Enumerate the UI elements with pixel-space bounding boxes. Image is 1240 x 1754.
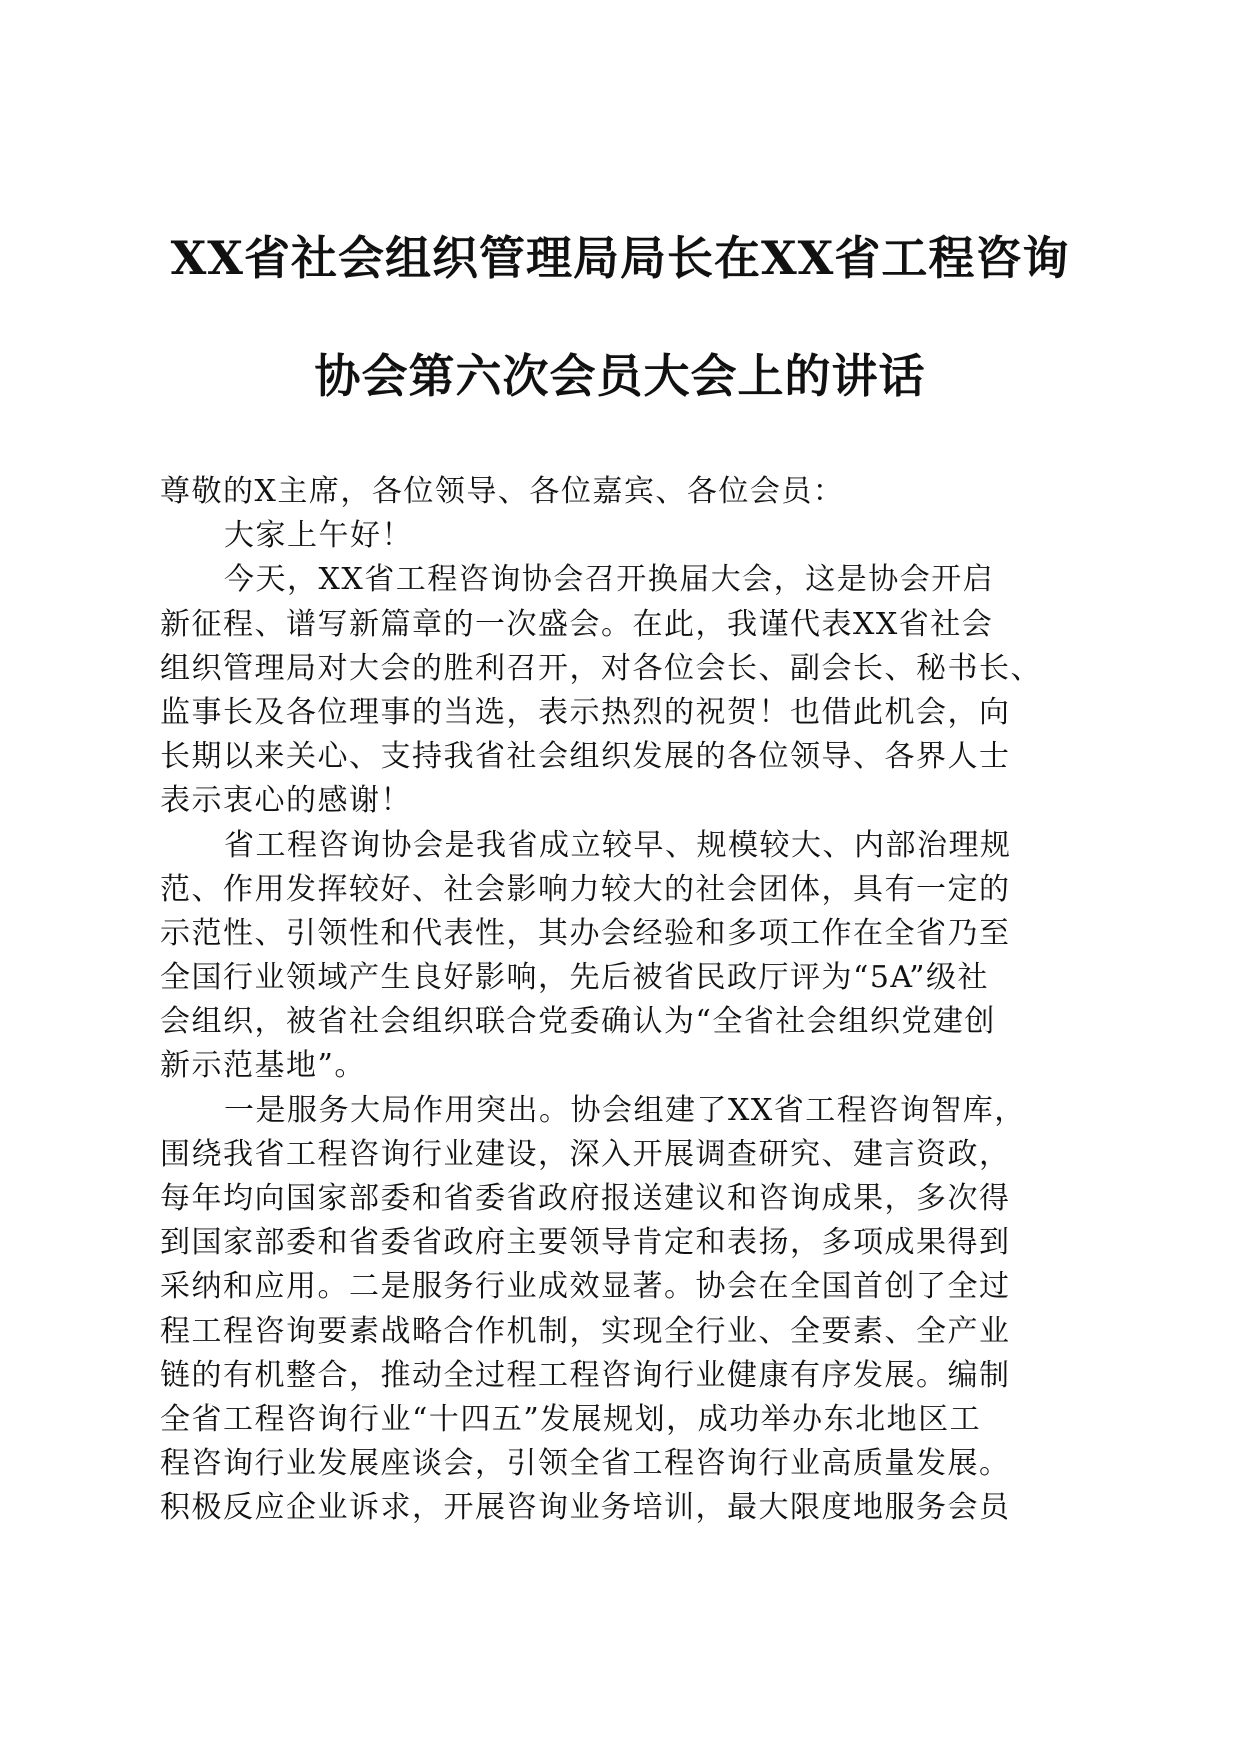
paragraph-line: 新征程、谱写新篇章的一次盛会。在此，我谨代表XX省社会	[160, 606, 994, 642]
paragraph-line: 到国家部委和省委省政府主要领导肯定和表扬，多项成果得到	[160, 1225, 1011, 1261]
salutation: 尊敬的X主席，各位领导、各位嘉宾、各位会员：	[160, 474, 845, 509]
paragraph-line: 一是服务大局作用突出。协会组建了XX省工程咨询智库，	[224, 1092, 1026, 1128]
paragraph-line: 示范性、引领性和代表性，其办会经验和多项工作在全省乃至	[160, 915, 1011, 951]
paragraph-line: 监事长及各位理事的当选，表示热烈的祝贺！也借此机会，向	[160, 694, 1011, 730]
paragraph-line: 积极反应企业诉求，开展咨询业务培训，最大限度地服务会员	[160, 1490, 1011, 1526]
paragraph-line: 程咨询行业发展座谈会，引领全省工程咨询行业高质量发展。	[160, 1446, 1011, 1482]
paragraph-line: 省工程咨询协会是我省成立较早、规模较大、内部治理规	[224, 827, 1012, 863]
paragraph-line: 范、作用发挥较好、社会影响力较大的社会团体，具有一定的	[160, 871, 1011, 907]
paragraph-line: 表示衷心的感谢！	[160, 783, 412, 819]
paragraph-line: 全省工程咨询行业“十四五”发展规划，成功举办东北地区工	[160, 1401, 982, 1437]
paragraph-line: 采纳和应用。二是服务行业成效显著。协会在全国首创了全过	[160, 1269, 1011, 1305]
greeting: 大家上午好！	[224, 518, 413, 554]
paragraph-line: 会组织，被省社会组织联合党委确认为“全省社会组织党建创	[160, 1004, 996, 1040]
paragraph-line: 围绕我省工程咨询行业建设，深入开展调查研究、建言资政，	[160, 1136, 1011, 1172]
paragraph-line: 每年均向国家部委和省委省政府报送建议和咨询成果，多次得	[160, 1181, 1011, 1216]
paragraph-line: 长期以来关心、支持我省社会组织发展的各位领导、各界人士	[160, 739, 1011, 775]
paragraph-line: 全国行业领域产生良好影响，先后被省民政厅评为“5A”级社	[160, 960, 990, 996]
paragraph-line: 程工程咨询要素战略合作机制，实现全行业、全要素、全产业	[160, 1313, 1011, 1349]
paragraph-line: 新示范基地”。	[160, 1048, 366, 1084]
speech-body	[160, 470, 1080, 1531]
paragraph-line: 今天，XX省工程咨询协会召开换届大会，这是协会开启	[224, 562, 995, 598]
document-title-line-1: XX省社会组织管理局局长在XX省工程咨询	[170, 231, 1070, 285]
paragraph-line: 链的有机整合，推动全过程工程咨询行业健康有序发展。编制	[160, 1357, 1011, 1393]
document-title-line-2: 协会第六次会员大会上的讲话	[314, 349, 926, 403]
paragraph-line: 组织管理局对大会的胜利召开，对各位会长、副会长、秘书长、	[160, 650, 1042, 686]
